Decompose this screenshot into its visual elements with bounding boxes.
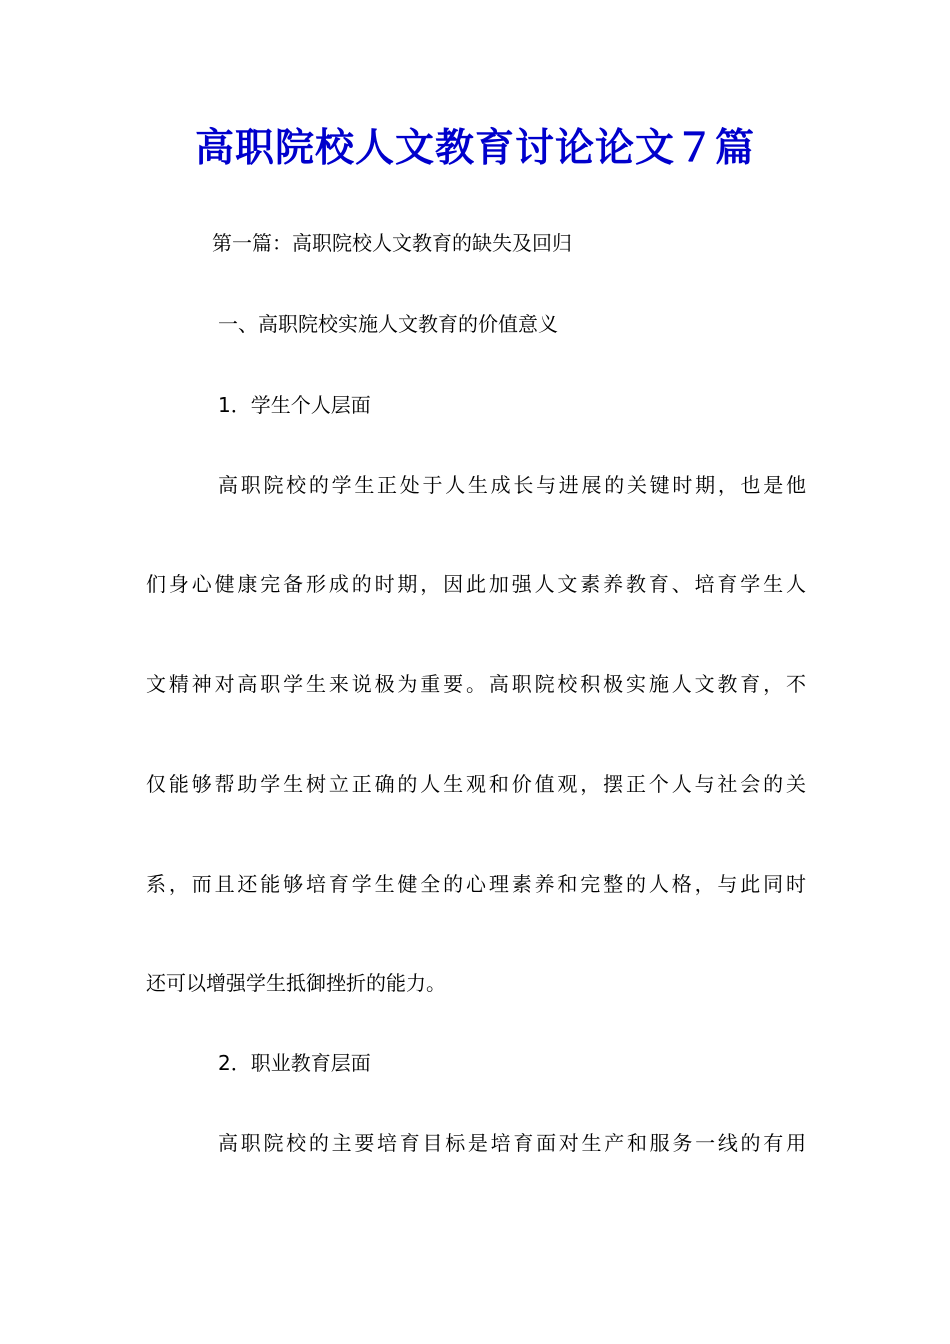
paragraph-2-line-1: 高职院校的主要培育目标是培育面对生产和服务一线的有用: [218, 1131, 806, 1155]
paragraph-1-line-6: 还可以增强学生抵御挫折的能力。: [146, 971, 446, 995]
subsection-heading-1: 1．学生个人层面: [218, 393, 371, 417]
document-title: 高职院校人文教育讨论论文７篇: [194, 125, 755, 171]
section-heading: 一、高职院校实施人文教育的价值意义: [218, 312, 558, 336]
paragraph-1-line-5: 系，而且还能够培育学生健全的心理素养和完整的人格，与此同时: [146, 872, 806, 896]
part-heading: 第一篇：高职院校人文教育的缺失及回归: [212, 231, 572, 255]
paragraph-1-line-4: 仅能够帮助学生树立正确的人生观和价值观，摆正个人与社会的关: [146, 772, 806, 796]
paragraph-1-line-1: 高职院校的学生正处于人生成长与进展的关键时期，也是他: [218, 473, 806, 497]
paragraph-1-line-3: 文精神对高职学生来说极为重要。高职院校积极实施人文教育，不: [146, 672, 806, 696]
paragraph-1-line-2: 们身心健康完备形成的时期，因此加强人文素养教育、培育学生人: [146, 572, 806, 596]
subsection-heading-2: 2．职业教育层面: [218, 1051, 371, 1075]
